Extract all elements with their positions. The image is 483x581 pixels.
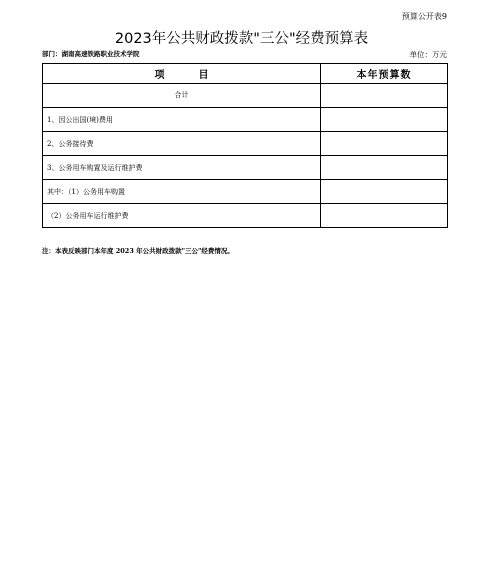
row-label: 合计 bbox=[43, 84, 321, 108]
row-label: 3、公务用车购置及运行维护费 bbox=[43, 156, 321, 180]
row-label: 1、因公出国(境)费用 bbox=[43, 108, 321, 132]
table-header-row bbox=[43, 64, 448, 84]
column-header-budget: 本年预算数 bbox=[321, 64, 448, 84]
department-label: 部门：湖南高速铁路职业技术学院 bbox=[42, 50, 140, 58]
row-value bbox=[321, 204, 448, 228]
table-row bbox=[43, 204, 448, 228]
budget-table bbox=[42, 63, 448, 228]
column-header-item-left: 项 bbox=[154, 70, 165, 81]
row-value bbox=[321, 132, 448, 156]
table-row-total bbox=[43, 84, 448, 108]
footnote: 注：本表反映部门本年度 2023 年公共财政拨款"三公"经费情况。 bbox=[42, 247, 234, 255]
table-row bbox=[43, 180, 448, 204]
form-number: 预算公开表9 bbox=[401, 12, 447, 21]
page-title: 2023年公共财政拨款"三公"经费预算表 bbox=[114, 31, 369, 47]
row-value bbox=[321, 180, 448, 204]
row-label: 2、公务接待费 bbox=[43, 132, 321, 156]
column-header-item bbox=[43, 64, 321, 84]
table-row bbox=[43, 156, 448, 180]
table-row bbox=[43, 108, 448, 132]
column-header-item-right: 目 bbox=[198, 70, 209, 81]
row-value bbox=[321, 156, 448, 180]
row-label: 其中：（1）公务用车购置 bbox=[43, 180, 321, 204]
row-value bbox=[321, 108, 448, 132]
unit-label: 单位：万元 bbox=[409, 50, 447, 59]
table-row bbox=[43, 132, 448, 156]
row-label: （2）公务用车运行维护费 bbox=[43, 204, 321, 228]
row-value bbox=[321, 84, 448, 108]
